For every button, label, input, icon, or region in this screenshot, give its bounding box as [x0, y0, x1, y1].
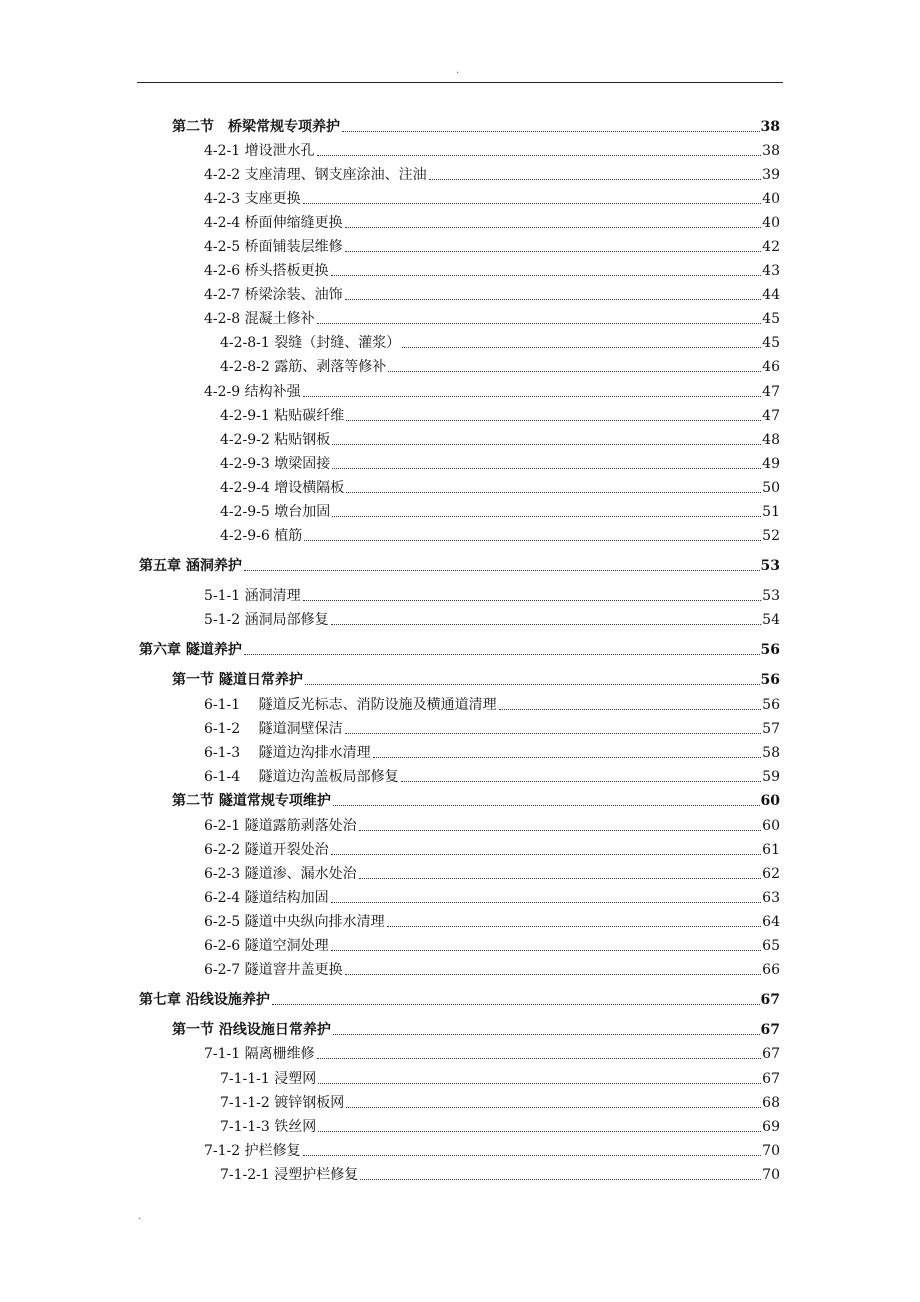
dot-leader [401, 781, 762, 782]
dot-leader [333, 805, 760, 806]
toc-entry-page-number: 54 [762, 612, 780, 628]
toc-entry-page-number: 45 [762, 335, 780, 351]
dot-leader [244, 654, 760, 655]
toc-entry-item[interactable] [204, 140, 780, 160]
toc-entry-label: 7-1-1 隔离栅维修 [204, 1046, 315, 1062]
toc-entry-item[interactable] [204, 188, 780, 208]
toc-entry-page-number: 48 [762, 432, 780, 448]
dot-leader [345, 733, 762, 734]
dot-leader [331, 275, 762, 276]
dot-leader [318, 1131, 761, 1132]
toc-entry-label: 6-1-4 隧道边沟盖板局部修复 [204, 769, 399, 785]
toc-entry-page-number: 51 [762, 504, 780, 520]
toc-entry-page-number: 59 [762, 769, 780, 785]
toc-entry-page-number: 66 [762, 962, 780, 978]
toc-entry-label: 第二节 桥梁常规专项养护 [172, 119, 340, 135]
header-mark: . [456, 65, 460, 76]
toc-entry-page-number: 53 [760, 558, 780, 574]
toc-entry-page-number: 62 [762, 866, 780, 882]
toc-entry-item[interactable] [204, 381, 780, 401]
toc-entry-subitem[interactable] [220, 477, 780, 497]
toc-entry-label: 6-1-2 隧道洞壁保洁 [204, 721, 343, 737]
dot-leader [359, 830, 762, 831]
toc-entry-label: 4-2-8-2 露筋、剥落等修补 [220, 359, 387, 375]
toc-entry-label: 4-2-2 支座清理、钢支座涂油、注油 [204, 167, 427, 183]
toc-entry-page-number: 40 [762, 215, 780, 231]
toc-entry-page-number: 56 [760, 672, 780, 688]
toc-entry-label: 6-2-4 隧道结构加固 [204, 890, 329, 906]
toc-entry-item[interactable] [204, 718, 780, 738]
toc-entry-page-number: 38 [760, 119, 780, 135]
toc-entry-page-number: 57 [762, 721, 780, 737]
toc-entry-page-number: 47 [762, 384, 780, 400]
toc-entry-section[interactable] [172, 669, 780, 689]
dot-leader [317, 1058, 762, 1059]
toc-entry-item[interactable] [204, 260, 780, 280]
toc-entry-page-number: 39 [762, 167, 780, 183]
toc-entry-label: 第六章 隧道养护 [139, 642, 242, 658]
toc-entry-section[interactable] [172, 1019, 780, 1039]
toc-entry-chapter[interactable] [139, 989, 780, 1009]
toc-entry-label: 4-2-5 桥面铺装层维修 [204, 239, 343, 255]
dot-leader [346, 1107, 761, 1108]
toc-entry-subitem[interactable] [220, 356, 780, 376]
dot-leader [345, 299, 762, 300]
toc-entry-page-number: 64 [762, 914, 780, 930]
toc-entry-item[interactable] [204, 887, 780, 907]
toc-entry-label: 4-2-1 增设泄水孔 [204, 143, 315, 159]
toc-entry-page-number: 42 [762, 239, 780, 255]
toc-entry-page-number: 67 [760, 1022, 780, 1038]
toc-entry-label: 7-1-2-1 浸塑护栏修复 [220, 1167, 359, 1183]
dot-leader [346, 492, 761, 493]
toc-entry-label: 第二节 隧道常规专项维护 [172, 793, 331, 809]
toc-entry-page-number: 65 [762, 938, 780, 954]
toc-entry-page-number: 68 [762, 1095, 780, 1111]
toc-entry-subitem[interactable] [220, 1068, 780, 1088]
toc-entry-subitem[interactable] [220, 453, 780, 473]
toc-entry-label: 4-2-9-2 粘贴钢板 [220, 432, 331, 448]
toc-entry-page-number: 67 [762, 1071, 780, 1087]
toc-entry-page-number: 56 [762, 697, 780, 713]
toc-entry-section[interactable] [172, 790, 780, 810]
toc-entry-item[interactable] [204, 959, 780, 979]
toc-entry-label: 第一节 隧道日常养护 [172, 672, 303, 688]
toc-entry-subitem[interactable] [220, 332, 780, 352]
toc-entry-label: 7-1-2 护栏修复 [204, 1143, 301, 1159]
dot-leader [331, 854, 762, 855]
toc-entry-item[interactable] [204, 815, 780, 835]
toc-entry-label: 6-2-5 隧道中央纵向排水清理 [204, 914, 385, 930]
toc-entry-page-number: 63 [762, 890, 780, 906]
toc-entry-page-number: 46 [762, 359, 780, 375]
dot-leader [331, 624, 762, 625]
dot-leader [303, 1155, 762, 1156]
toc-entry-label: 4-2-9-4 增设横隔板 [220, 480, 345, 496]
toc-entry-page-number: 61 [762, 842, 780, 858]
toc-entry-label: 4-2-4 桥面伸缩缝更换 [204, 215, 343, 231]
toc-entry-page-number: 69 [762, 1119, 780, 1135]
toc-entry-label: 6-2-7 隧道窨井盖更换 [204, 962, 343, 978]
toc-entry-item[interactable] [204, 839, 780, 859]
toc-entry-subitem[interactable] [220, 1164, 780, 1184]
dot-leader [345, 227, 762, 228]
footer-mark: . [138, 1211, 142, 1222]
dot-leader [303, 396, 762, 397]
toc-entry-chapter[interactable] [139, 555, 780, 575]
toc-entry-page-number: 56 [760, 642, 780, 658]
dot-leader [373, 757, 762, 758]
toc-entry-item[interactable] [204, 609, 780, 629]
toc-entry-section[interactable] [172, 116, 780, 136]
dot-leader [331, 950, 762, 951]
dot-leader [346, 420, 761, 421]
dot-leader [333, 1034, 760, 1035]
toc-entry-label: 4-2-6 桥头搭板更换 [204, 263, 329, 279]
dot-leader [332, 468, 761, 469]
toc-entry-label: 4-2-8 混凝土修补 [204, 311, 315, 327]
dot-leader [345, 974, 762, 975]
toc-entry-label: 4-2-9-3 墩梁固接 [220, 456, 331, 472]
toc-entry-item[interactable] [204, 212, 780, 232]
dot-leader [317, 323, 762, 324]
dot-leader [303, 203, 762, 204]
dot-leader [304, 540, 761, 541]
toc-entry-label: 4-2-9-5 墩台加固 [220, 504, 331, 520]
toc-entry-item[interactable] [204, 766, 780, 786]
toc-entry-page-number: 49 [762, 456, 780, 472]
toc-entry-item[interactable] [204, 236, 780, 256]
toc-entry-page-number: 60 [760, 793, 780, 809]
dot-leader [342, 131, 760, 132]
toc-entry-label: 6-1-1 隧道反光标志、消防设施及横通道清理 [204, 697, 497, 713]
dot-leader [332, 444, 761, 445]
toc-entry-item[interactable] [204, 911, 780, 931]
dot-leader [429, 179, 762, 180]
toc-entry-label: 4-2-9 结构补强 [204, 384, 301, 400]
toc-entry-item[interactable] [204, 742, 780, 762]
toc-entry-page-number: 67 [762, 1046, 780, 1062]
toc-entry-label: 6-2-1 隧道露筋剥落处治 [204, 818, 357, 834]
toc-entry-page-number: 60 [762, 818, 780, 834]
toc-entry-subitem[interactable] [220, 1116, 780, 1136]
toc-entry-item[interactable] [204, 1043, 780, 1063]
dot-leader [331, 902, 762, 903]
toc-entry-subitem[interactable] [220, 429, 780, 449]
toc-entry-page-number: 67 [760, 992, 780, 1008]
toc-entry-label: 4-2-9-1 粘贴碳纤维 [220, 408, 345, 424]
toc-entry-page-number: 58 [762, 745, 780, 761]
toc-entry-chapter[interactable] [139, 639, 780, 659]
toc-entry-label: 4-2-9-6 植筋 [220, 528, 303, 544]
toc-entry-page-number: 70 [762, 1167, 780, 1183]
toc-entry-label: 第七章 沿线设施养护 [139, 992, 270, 1008]
dot-leader [332, 516, 761, 517]
toc-entry-item[interactable] [204, 694, 780, 714]
toc-entry-label: 4-2-3 支座更换 [204, 191, 301, 207]
toc-entry-label: 第五章 涵洞养护 [139, 558, 242, 574]
toc-entry-label: 4-2-7 桥梁涂装、油饰 [204, 287, 343, 303]
toc-entry-subitem[interactable] [220, 1092, 780, 1112]
toc-entry-page-number: 44 [762, 287, 780, 303]
toc-entry-label: 6-1-3 隧道边沟排水清理 [204, 745, 371, 761]
dot-leader [244, 570, 760, 571]
dot-leader [402, 347, 761, 348]
toc-entry-page-number: 53 [762, 588, 780, 604]
toc-entry-page-number: 43 [762, 263, 780, 279]
dot-leader [317, 155, 762, 156]
toc-entry-item[interactable] [204, 863, 780, 883]
dot-leader [499, 709, 762, 710]
toc-entry-item[interactable] [204, 935, 780, 955]
toc-entry-label: 第一节 沿线设施日常养护 [172, 1022, 331, 1038]
toc-entry-label: 6-2-3 隧道渗、漏水处治 [204, 866, 357, 882]
toc-entry-label: 5-1-1 涵洞清理 [204, 588, 301, 604]
toc-entry-item[interactable] [204, 164, 780, 184]
toc-entry-label: 6-2-2 隧道开裂处治 [204, 842, 329, 858]
dot-leader [272, 1004, 760, 1005]
dot-leader [388, 371, 761, 372]
toc-entry-label: 6-2-6 隧道空洞处理 [204, 938, 329, 954]
toc-entry-label: 7-1-1-1 浸塑网 [220, 1071, 317, 1087]
dot-leader [305, 684, 760, 685]
toc-entry-page-number: 47 [762, 408, 780, 424]
dot-leader [387, 926, 762, 927]
toc-entry-item[interactable] [204, 284, 780, 304]
toc-entry-item[interactable] [204, 585, 780, 605]
dot-leader [303, 600, 762, 601]
toc-entry-item[interactable] [204, 308, 780, 328]
toc-entry-page-number: 45 [762, 311, 780, 327]
toc-entry-subitem[interactable] [220, 501, 780, 521]
toc-entry-label: 5-1-2 涵洞局部修复 [204, 612, 329, 628]
toc-entry-page-number: 38 [762, 143, 780, 159]
dot-leader [360, 1179, 761, 1180]
toc-entry-item[interactable] [204, 1140, 780, 1160]
toc-entry-page-number: 40 [762, 191, 780, 207]
toc-entry-label: 4-2-8-1 裂缝（封缝、灌浆） [220, 335, 401, 351]
toc-entry-label: 7-1-1-3 铁丝网 [220, 1119, 317, 1135]
toc-entry-subitem[interactable] [220, 525, 780, 545]
dot-leader [345, 251, 762, 252]
toc-entry-page-number: 50 [762, 480, 780, 496]
toc-entry-label: 7-1-1-2 镀锌钢板网 [220, 1095, 345, 1111]
toc-entry-page-number: 52 [762, 528, 780, 544]
toc-entry-page-number: 70 [762, 1143, 780, 1159]
dot-leader [318, 1083, 761, 1084]
toc-entry-subitem[interactable] [220, 405, 780, 425]
dot-leader [359, 878, 762, 879]
